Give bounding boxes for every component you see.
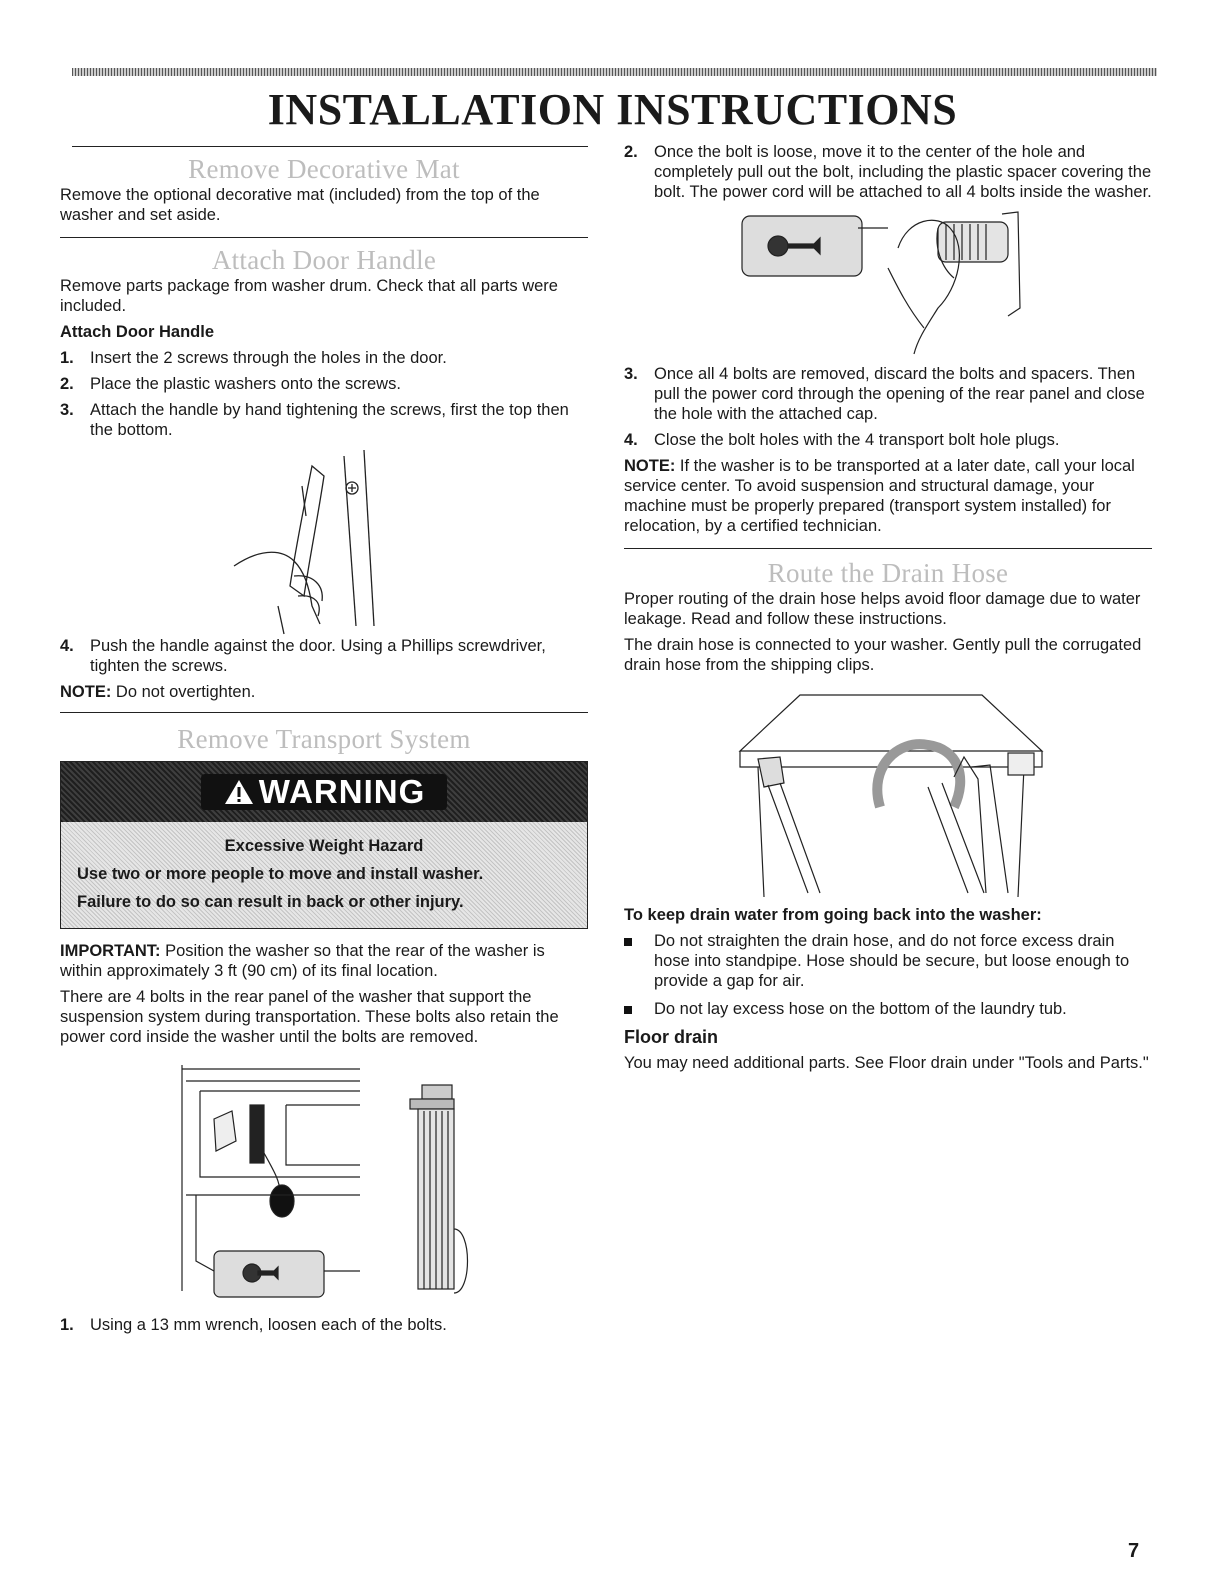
list-item	[60, 374, 588, 394]
bullet-square-icon	[624, 931, 654, 991]
step-number: 1.	[60, 349, 74, 367]
important-text	[60, 941, 588, 981]
handle-subheading: Attach Door Handle	[60, 323, 215, 341]
rear-panel-bolts-illustration	[174, 1061, 474, 1301]
step-number: 4.	[60, 637, 74, 655]
list-item	[624, 931, 1152, 991]
step-text: Close the bolt holes with the 4 transport bolt hole plugs.	[654, 431, 1060, 449]
door-handle-illustration	[224, 446, 424, 636]
section-rule	[60, 712, 588, 713]
handle-intro: Remove parts package from washer drum. Check that all parts were included.	[60, 277, 558, 315]
section-title-transport: Remove Transport System	[177, 724, 471, 754]
page-title: INSTALLATION INSTRUCTIONS	[267, 85, 958, 134]
note-text: Do not overtighten.	[111, 683, 256, 701]
handle-note	[60, 682, 588, 702]
step-number: 3.	[624, 365, 638, 383]
important-label: IMPORTANT:	[60, 942, 161, 960]
list-item	[624, 999, 1152, 1019]
warning-line: Use two or more people to move and install washer.	[77, 865, 484, 883]
step-text: Once all 4 bolts are removed, discard the bolts and spacers. Then pull the power cord through the opening of the rear panel and close the hole with the attached cap.	[654, 365, 1145, 423]
step-text: Using a 13 mm wrench, loosen each of the bolts.	[90, 1316, 447, 1334]
drain-intro: Proper routing of the drain hose helps avoid floor damage due to water leakage. Read and follow these instructions.	[624, 590, 1141, 628]
note-text: If the washer is to be transported at a later date, call your local service center. To avoid suspension and structural damage, your machine must be properly prepared (transport system installed) for relocation, by a certified technician.	[624, 457, 1135, 535]
list-item	[624, 430, 1152, 450]
step-number: 3.	[60, 401, 74, 419]
step-number: 1.	[60, 1316, 74, 1334]
section-title-remove-mat: Remove Decorative Mat	[188, 154, 460, 184]
page-number: 7	[1128, 1540, 1140, 1562]
warning-body	[61, 822, 587, 928]
floor-drain-heading: Floor drain	[624, 1027, 718, 1047]
important-body: Position the washer so that the rear of the washer is within approximately 3 ft (90 cm) of its final location.	[60, 942, 545, 980]
keep-water-heading: To keep drain water from going back into the washer:	[624, 906, 1042, 924]
warning-hazard: Excessive Weight Hazard	[224, 837, 424, 855]
warning-header	[61, 762, 587, 822]
section-title-door-handle: Attach Door Handle	[211, 245, 437, 275]
floor-drain-text: You may need additional parts. See Floor drain under "Tools and Parts."	[624, 1054, 1149, 1072]
step-text: Insert the 2 screws through the holes in the door.	[90, 349, 447, 367]
section-rule	[624, 548, 1152, 549]
bolt-removal-illustration	[738, 208, 1038, 358]
list-item	[624, 364, 1152, 424]
bullet-square-icon	[624, 999, 654, 1019]
list-item	[60, 348, 588, 368]
step-number: 2.	[624, 143, 638, 161]
note-label: NOTE:	[60, 683, 112, 701]
mat-text: Remove the optional decorative mat (included) from the top of the washer and set aside.	[60, 186, 540, 224]
step-number: 2.	[60, 375, 74, 393]
section-rule	[72, 146, 588, 147]
warning-triangle-icon	[223, 778, 255, 806]
list-item	[60, 636, 588, 676]
list-item	[60, 1315, 588, 1335]
warning-box	[60, 761, 588, 929]
list-item	[624, 142, 1152, 202]
warning-label-badge	[201, 774, 448, 810]
left-column	[60, 146, 588, 1341]
drain-clips-text: The drain hose is connected to your washer. Gently pull the corrugated drain hose from the shipping clips.	[624, 636, 1142, 674]
drain-hose-illustration	[728, 687, 1048, 897]
note-label: NOTE:	[624, 457, 676, 475]
list-item	[60, 400, 588, 440]
right-column	[624, 142, 1152, 1079]
header-rule	[72, 68, 1157, 76]
section-rule	[60, 237, 588, 238]
warning-label: WARNING	[258, 773, 426, 810]
bolts-paragraph: There are 4 bolts in the rear panel of the washer that support the suspension system during transportation. These bolts also retain the power cord inside the washer until the bolts are removed.	[60, 988, 559, 1046]
relocation-note	[624, 456, 1152, 536]
bullet-text: Do not straighten the drain hose, and do not force excess drain hose into standpipe. Hose should be secure, but loose enough to provide a gap for air.	[654, 932, 1130, 990]
step-text: Attach the handle by hand tightening the screws, first the top then the bottom.	[90, 401, 569, 439]
step-text: Once the bolt is loose, move it to the center of the hole and completely pull out the bolt, including the plastic spacer covering the bolt. The power cord will be attached to all 4 bolts inside the washer.	[654, 143, 1152, 201]
step-text: Place the plastic washers onto the screws.	[90, 375, 401, 393]
step-number: 4.	[624, 431, 638, 449]
bullet-text: Do not lay excess hose on the bottom of the laundry tub.	[654, 1000, 1067, 1018]
step-text: Push the handle against the door. Using a Phillips screwdriver, tighten the screws.	[90, 637, 546, 675]
section-title-drain-hose: Route the Drain Hose	[767, 558, 1009, 588]
warning-line: Failure to do so can result in back or other injury.	[77, 893, 464, 911]
